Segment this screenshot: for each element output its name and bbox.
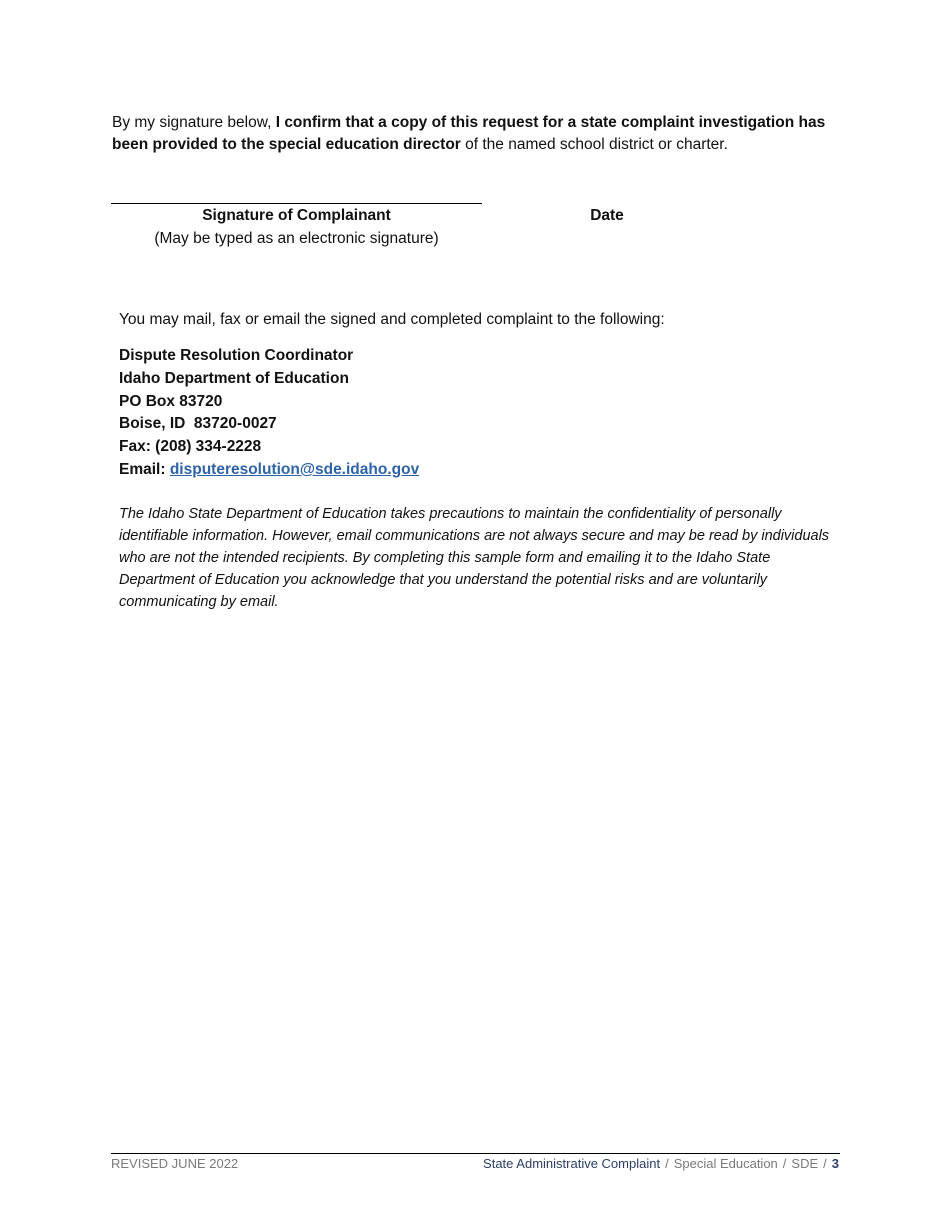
confirmation-suffix: of the named school district or charter.: [460, 136, 728, 153]
footer-separator: /: [823, 1156, 827, 1171]
address-line-city: Boise, ID 83720-0027: [119, 415, 277, 433]
signature-note: (May be typed as an electronic signature): [154, 230, 439, 247]
mailing-instructions: You may mail, fax or email the signed and completed complaint to the following:: [119, 311, 665, 328]
confirmation-bold-text: I confirm that a copy of this request for a state complaint investigation has been provided to the special education director: [112, 114, 826, 153]
address-line-coordinator: Dispute Resolution Coordinator: [119, 347, 354, 364]
footer-divider: [111, 1153, 840, 1154]
signature-label: Signature of Complainant: [202, 207, 391, 224]
footer-separator: /: [782, 1156, 787, 1171]
privacy-disclaimer: The Idaho State Department of Education takes precautions to maintain the confidentiality of personally identifiable information. However, email communications are not always secure and may be read by individuals who are not the intended recipients. By completing this sample form and emailing it to the Idaho State Department of Education you acknowledge that you understand the potential risks and are voluntarily communicating by email.: [119, 506, 830, 610]
footer-revised-date: REVISED JUNE 2022: [111, 1156, 239, 1171]
footer-section: Special Education: [673, 1156, 778, 1171]
address-fax: Fax: (208) 334-2228: [119, 438, 262, 456]
footer-agency: SDE: [791, 1156, 819, 1171]
footer-page-number: 3: [831, 1156, 839, 1171]
mailing-address: [119, 345, 419, 482]
signature-line[interactable]: [111, 203, 482, 204]
address-line-po-box: PO Box 83720: [119, 392, 223, 410]
confirmation-prefix: By my signature below,: [112, 114, 276, 131]
address-line-department: Idaho Department of Education: [119, 369, 349, 387]
email-label: Email:: [119, 460, 170, 478]
footer-separator: /: [665, 1156, 669, 1171]
address-email-row: [119, 459, 419, 482]
date-label: Date: [590, 207, 624, 224]
footer-document-info: [483, 1155, 839, 1173]
confirmation-statement: [112, 112, 847, 156]
footer-doc-title: State Administrative Complaint: [483, 1156, 661, 1171]
email-link[interactable]: disputeresolution@sde.idaho.gov: [169, 460, 420, 478]
